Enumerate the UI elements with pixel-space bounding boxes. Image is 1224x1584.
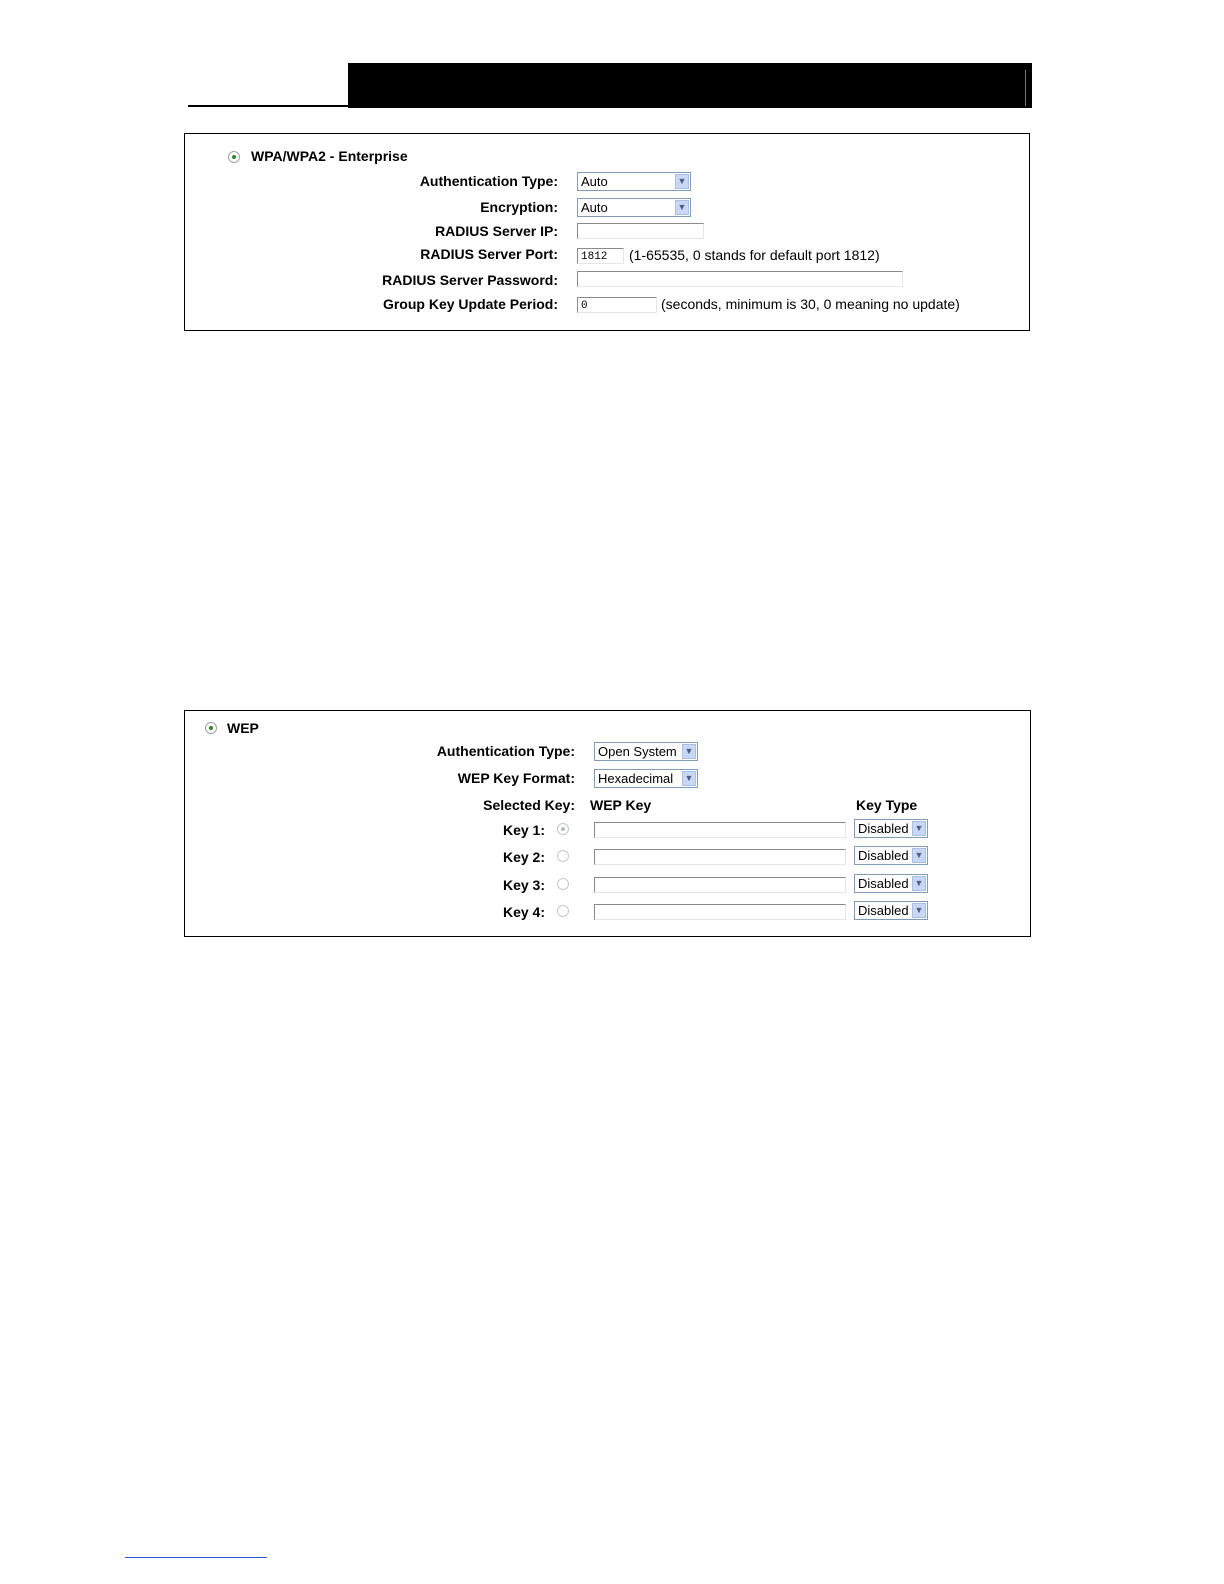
key-1-type-select[interactable]: [854, 819, 928, 838]
key-2-radio[interactable]: [557, 850, 569, 862]
wep-auth-type-label: Authentication Type:: [436, 743, 575, 759]
chevron-down-icon: ▼: [682, 744, 696, 759]
chevron-down-icon: ▼: [912, 848, 926, 863]
chevron-down-icon: ▼: [682, 771, 696, 786]
key-3-label: Key 3:: [502, 877, 545, 893]
radius-port-label: RADIUS Server Port:: [420, 246, 558, 262]
encryption-label: Encryption:: [480, 199, 558, 215]
auth-type-label: Authentication Type:: [419, 173, 558, 189]
key-4-input[interactable]: [594, 904, 846, 920]
key-3-input[interactable]: [594, 877, 846, 893]
wep-key-format-value: Hexadecimal: [598, 771, 674, 786]
key-2-type-select[interactable]: [854, 846, 928, 865]
wep-key-format-select[interactable]: [594, 769, 698, 788]
footnote-rule: [125, 1557, 267, 1558]
header-bar: [348, 63, 1032, 108]
chevron-down-icon: ▼: [675, 200, 689, 215]
key-3-type-select[interactable]: [854, 874, 928, 893]
encryption-select[interactable]: [577, 198, 691, 217]
wep-key-format-label: WEP Key Format:: [457, 770, 575, 786]
radius-port-hint: (1-65535, 0 stands for default port 1812): [629, 247, 880, 263]
wep-radio[interactable]: [205, 722, 217, 734]
selected-key-label: Selected Key:: [483, 797, 575, 813]
wep-title: WEP: [227, 720, 259, 736]
wep-key-column-header: WEP Key: [590, 797, 652, 813]
group-key-period-hint: (seconds, minimum is 30, 0 meaning no update): [661, 296, 960, 312]
key-3-radio[interactable]: [557, 878, 569, 890]
chevron-down-icon: ▼: [675, 174, 689, 189]
group-key-period-label: Group Key Update Period:: [382, 296, 558, 312]
chevron-down-icon: ▼: [912, 876, 926, 891]
wep-panel: [184, 710, 1031, 937]
chevron-down-icon: ▼: [912, 821, 926, 836]
auth-type-select[interactable]: [577, 172, 691, 191]
key-3-type-value: Disabled: [858, 876, 909, 891]
key-1-radio[interactable]: [557, 823, 569, 835]
header-bar-edge: [1025, 70, 1026, 106]
key-1-input[interactable]: [594, 822, 846, 838]
key-1-type-value: Disabled: [858, 821, 909, 836]
key-2-type-value: Disabled: [858, 848, 909, 863]
wpa-enterprise-radio[interactable]: [228, 151, 240, 163]
key-4-type-select[interactable]: [854, 901, 928, 920]
key-4-radio[interactable]: [557, 905, 569, 917]
group-key-period-input[interactable]: 0: [577, 297, 657, 313]
auth-type-value: Auto: [581, 174, 608, 189]
wpa-enterprise-title: WPA/WPA2 - Enterprise: [251, 148, 408, 164]
key-4-type-value: Disabled: [858, 903, 909, 918]
key-2-label: Key 2:: [502, 849, 545, 865]
radius-password-label: RADIUS Server Password:: [382, 272, 558, 288]
radius-password-input[interactable]: [577, 271, 903, 287]
wpa-enterprise-panel: [184, 133, 1030, 331]
wep-auth-type-value: Open System: [598, 744, 677, 759]
radius-ip-input[interactable]: [577, 223, 704, 239]
encryption-value: Auto: [581, 200, 608, 215]
header-rule: [188, 105, 348, 107]
key-type-column-header: Key Type: [856, 797, 918, 813]
wep-auth-type-select[interactable]: [594, 742, 698, 761]
chevron-down-icon: ▼: [912, 903, 926, 918]
key-2-input[interactable]: [594, 849, 846, 865]
key-1-label: Key 1:: [502, 822, 545, 838]
key-4-label: Key 4:: [502, 904, 545, 920]
radius-ip-label: RADIUS Server IP:: [435, 223, 558, 239]
radius-port-input[interactable]: 1812: [577, 248, 624, 264]
